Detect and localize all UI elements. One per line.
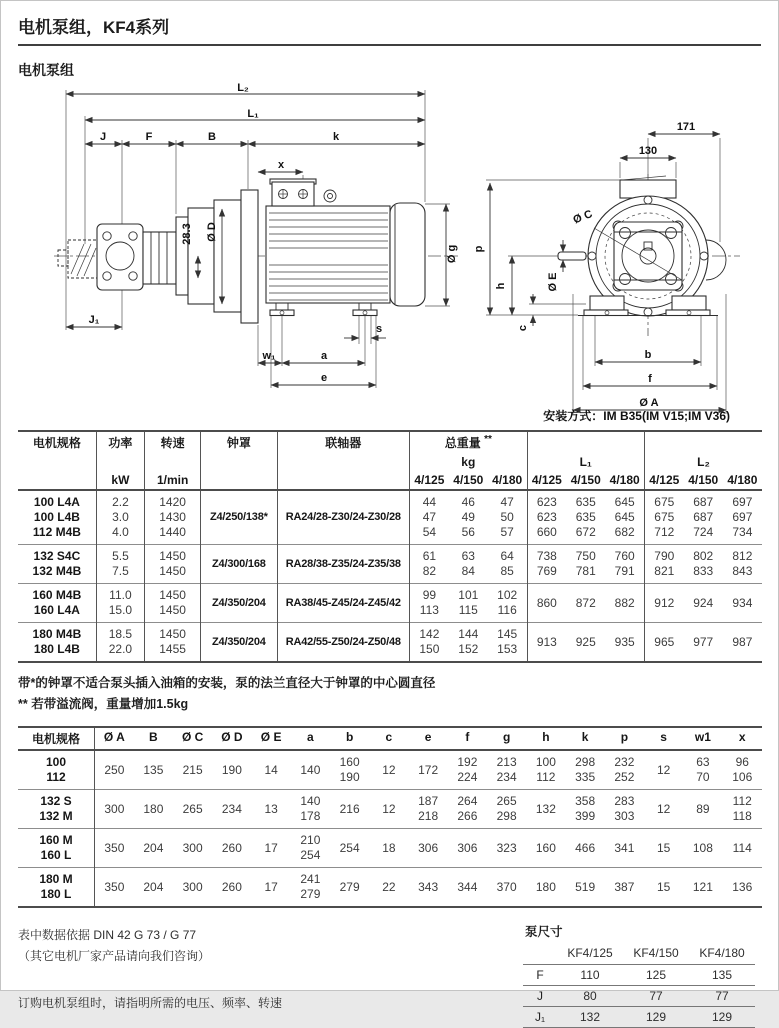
motor-pump-spec-table [18, 430, 762, 663]
table-cell: 63 70 [696, 755, 710, 784]
table-cell: 100 112 [18, 750, 95, 790]
column-header: 联轴器 [277, 431, 410, 490]
table-cell: 108 [692, 840, 713, 855]
dim-label: F [145, 131, 153, 143]
dim-label: 130 [638, 145, 658, 157]
table-cell: 80 [557, 986, 623, 1007]
table-cell: 136 [732, 879, 753, 894]
table-cell: 160 190 [339, 755, 360, 784]
footer [18, 922, 761, 1028]
table-cell: Z4/350/204 [201, 623, 277, 663]
column-header: KF4/125 [567, 946, 613, 960]
table-cell: 812 843 [732, 549, 753, 578]
table-cell: 44 47 54 [422, 495, 437, 539]
table-cell: 350 [104, 840, 125, 855]
table-cell: 300 [182, 840, 203, 855]
table-cell: 187 218 [418, 794, 439, 823]
dim-label: Ø g [446, 244, 458, 264]
table-cell: 192 224 [457, 755, 478, 784]
table-cell: 738 769 [536, 549, 557, 578]
table-cell: 260 [221, 840, 242, 855]
dim-label: Ø D [206, 222, 218, 242]
table-cell: 760 791 [605, 545, 644, 584]
column-header: 4/180 [605, 471, 644, 490]
table-cell: 358 399 [575, 794, 596, 823]
column-header: KF4/180 [699, 946, 745, 960]
note-line: 带*的钟罩不适合泵头插入油箱的安装，泵的法兰直径大于钟罩的中心圆直径 [18, 676, 436, 690]
column-header: KF4/150 [633, 946, 679, 960]
table-cell: 912 [654, 595, 675, 610]
table-cell: 924 [693, 595, 714, 610]
dim-label: 28.3 [181, 223, 193, 245]
table-cell: RA42/55-Z50/24-Z50/48 [277, 623, 410, 663]
table-cell: 925 [575, 634, 596, 649]
column-header: 功率 [96, 431, 144, 471]
column-header: L₁ [527, 453, 644, 471]
table-cell: 135 [143, 762, 164, 777]
column-header: 总重量 ** [410, 431, 527, 453]
table-cell: 12 [656, 801, 671, 816]
column-header: 4/180 [488, 471, 527, 490]
table-cell: 64 85 [488, 545, 527, 584]
column-header: Ø D [221, 730, 243, 744]
dim-label: Ø C [571, 207, 595, 227]
table-cell: 306 [418, 840, 439, 855]
table-cell: 250 [104, 762, 125, 777]
table-cell: 18.5 22.0 [96, 623, 144, 663]
table-notes [18, 673, 761, 712]
table-cell: 129 [689, 1007, 755, 1028]
dim-label: k [332, 131, 340, 143]
table-cell: 14 [264, 762, 278, 777]
table-cell: F [523, 965, 557, 986]
dim-label: a [320, 350, 328, 362]
table-cell: 63 84 [461, 549, 475, 578]
table-cell: 172 [418, 762, 439, 777]
pump-size-row [523, 1007, 755, 1028]
column-header: w1 [694, 730, 711, 744]
table-cell: 12 [382, 762, 396, 777]
spec-table-header [18, 431, 762, 490]
table-cell: 697 697 734 [732, 495, 753, 539]
table-cell: RA28/38-Z35/24-Z35/38 [277, 545, 410, 584]
dim-label: e [320, 372, 328, 384]
table-cell: 300 [182, 879, 203, 894]
divider-rule [18, 44, 761, 46]
end-view [473, 121, 740, 414]
side-view [54, 82, 458, 388]
table-cell: 204 [143, 879, 164, 894]
dim-label: J₁ [88, 314, 100, 326]
column-header [644, 431, 762, 453]
dim-label: c [517, 324, 529, 332]
table-cell: 17 [264, 840, 278, 855]
table-cell: 12 [382, 801, 396, 816]
table-cell: 370 [496, 879, 517, 894]
table-cell: 180 [143, 801, 164, 816]
table-cell: 1450 1450 [145, 584, 201, 623]
table-cell: 204 [143, 840, 164, 855]
table-cell: 790 821 [654, 549, 675, 578]
dim-label: L₁ [247, 108, 259, 120]
table-cell: 190 [221, 762, 242, 777]
column-header: Ø A [103, 730, 125, 744]
table-cell: 934 [732, 595, 753, 610]
dim-label: f [648, 373, 652, 385]
note-line: ** 若带溢流阀，重量增加1.5kg [18, 697, 189, 711]
table-cell: 216 [339, 801, 360, 816]
dim-label: p [473, 245, 485, 253]
table-cell: 675 675 712 [654, 495, 675, 539]
table-cell: 519 [575, 879, 596, 894]
dim-label: L₂ [237, 82, 249, 94]
table-cell: 15 [656, 840, 671, 855]
column-header: c [385, 730, 393, 744]
column-header: kW [96, 471, 144, 490]
pump-size-title: 泵尺寸 [525, 925, 563, 939]
table-cell: 77 [623, 986, 689, 1007]
table-cell: 750 781 [575, 549, 596, 578]
column-header: B [149, 730, 158, 744]
pump-drawing-svg [18, 82, 760, 422]
table-cell: 140 [300, 762, 321, 777]
table-cell: 160 M 160 L [18, 829, 95, 868]
pump-size-row [523, 965, 755, 986]
dim-label: J [99, 131, 107, 143]
table-cell: 645 645 682 [605, 490, 644, 545]
mounting-note: 安装方式：IM B35(IM V15;IM V36) [543, 409, 730, 423]
table-cell: 144 152 [458, 627, 479, 656]
dim-label: Ø E [547, 272, 559, 292]
column-header: L₂ [697, 455, 710, 469]
dim-label: b [644, 349, 652, 361]
section-title: 电机泵组 [18, 62, 74, 78]
table-cell: 1420 1430 1440 [145, 490, 201, 545]
table-cell: 279 [339, 879, 360, 894]
dim-label: Ø A [639, 397, 659, 409]
table-cell: 135 [689, 965, 755, 986]
column-header: kg [410, 453, 527, 471]
table-cell: 283 303 [614, 794, 635, 823]
table-cell: 132 [557, 1007, 623, 1028]
footer-line: （其它电机厂家产品请向我们咨询） [18, 949, 211, 963]
table-cell: Z4/300/168 [201, 545, 277, 584]
table-cell: 99 113 [419, 588, 439, 617]
table-cell: 298 335 [575, 755, 596, 784]
table-cell: 110 [557, 965, 623, 986]
table-cell: 965 [654, 634, 675, 649]
dim-label: s [375, 323, 383, 335]
table-cell: 180 M 180 L [18, 868, 95, 908]
column-header: 转速 [145, 431, 201, 471]
table-cell: 264 266 [457, 794, 478, 823]
table-cell: 265 298 [496, 794, 517, 823]
table-cell: 913 [536, 634, 557, 649]
table-cell: 145 153 [488, 623, 527, 663]
table-cell: 1450 1450 [145, 545, 201, 584]
table-cell: 47 50 57 [488, 490, 527, 545]
table-cell: 18 [382, 840, 396, 855]
table-cell: J [523, 986, 557, 1007]
column-header: h [542, 730, 550, 744]
column-header: p [620, 730, 629, 744]
table-cell: 13 [264, 801, 278, 816]
pump-size-row [523, 986, 755, 1007]
table-cell: 77 [689, 986, 755, 1007]
dim-label: 171 [676, 121, 696, 133]
table-cell: RA38/45-Z45/24-Z45/42 [277, 584, 410, 623]
column-header: s [660, 730, 667, 744]
dim-label: B [208, 131, 216, 143]
column-header: 电机规格 [18, 727, 95, 750]
column-header: a [307, 730, 314, 744]
table-cell: 215 [182, 762, 203, 777]
table-cell: 387 [614, 879, 635, 894]
dim-label: h [495, 282, 507, 290]
table-cell: 180 [535, 879, 556, 894]
dimension-row [18, 790, 762, 829]
dim-label: w₁ [262, 350, 276, 362]
column-header: k [581, 730, 589, 744]
table-cell: 306 [457, 840, 478, 855]
table-cell: 160 M4B 160 L4A [18, 584, 96, 623]
dimension-row [18, 868, 762, 908]
table-cell: 12 [656, 762, 671, 777]
table-cell: 300 [104, 801, 125, 816]
footer-line: 表中数据依据 DIN 42 G 73 / G 77 [18, 928, 197, 942]
table-cell: 241 279 [300, 872, 321, 901]
table-cell: RA24/28-Z30/24-Z30/28 [277, 490, 410, 545]
table-cell: 96 106 [732, 755, 753, 784]
table-cell: 114 [732, 840, 752, 855]
table-cell: 17 [264, 879, 278, 894]
table-cell: 2.2 3.0 4.0 [96, 490, 144, 545]
motor-group-row [18, 623, 762, 663]
table-cell: 100 112 [535, 755, 556, 784]
column-header: Ø C [181, 730, 204, 744]
column-header: 1/min [145, 471, 201, 490]
table-cell: 802 833 [693, 549, 714, 578]
table-cell: 112 118 [732, 794, 752, 823]
table-cell: 129 [623, 1007, 689, 1028]
pump-size-table [523, 944, 755, 1028]
dim-label: x [277, 159, 285, 171]
table-cell: 234 [221, 801, 242, 816]
table-cell: 102 116 [488, 584, 527, 623]
dimension-row [18, 750, 762, 790]
table-cell: 5.5 7.5 [96, 545, 144, 584]
motor-group-row [18, 545, 762, 584]
table-cell: Z4/350/204 [201, 584, 277, 623]
dimension-table [18, 726, 762, 908]
table-cell: 872 [575, 595, 596, 610]
table-cell: 125 [623, 965, 689, 986]
column-header [523, 944, 557, 965]
table-cell: 132 [535, 801, 556, 816]
table-cell: 121 [692, 879, 713, 894]
table-cell: 89 [696, 801, 710, 816]
page-title: 电机泵组，KF4系列 [18, 18, 170, 37]
column-header: 4/125 [531, 473, 562, 487]
column-header: 4/150 [453, 473, 484, 487]
table-cell: 132 S 132 M [18, 790, 95, 829]
table-cell: 254 [339, 840, 360, 855]
table-cell: 142 150 [419, 627, 440, 656]
table-cell: 860 [536, 595, 557, 610]
table-cell: 260 [221, 879, 242, 894]
column-header: b [345, 730, 354, 744]
table-cell: 935 [605, 623, 644, 663]
table-cell: 265 [182, 801, 203, 816]
table-cell: 623 623 660 [536, 495, 557, 539]
table-cell: 61 82 [422, 549, 437, 578]
dimension-row [18, 829, 762, 868]
column-header: x [738, 730, 746, 744]
table-cell: 1450 1455 [145, 623, 201, 663]
column-header: 4/125 [414, 473, 445, 487]
motor-group-row [18, 584, 762, 623]
table-cell: 882 [605, 584, 644, 623]
column-header: 电机规格 [18, 431, 96, 490]
column-header: g [502, 730, 511, 744]
dimension-table-header [18, 727, 762, 750]
column-header: 4/150 [688, 473, 719, 487]
column-header: 4/125 [649, 473, 680, 487]
table-cell: 344 [457, 879, 478, 894]
table-cell: J₁ [523, 1007, 557, 1028]
footer-notes [18, 922, 523, 1028]
column-header: Ø E [260, 730, 282, 744]
table-cell: 341 [614, 840, 635, 855]
motor-group-row [18, 490, 762, 545]
footer-line: 订购电机泵组时，请指明所需的电压、频率、转速 [18, 996, 283, 1010]
column-header: e [424, 730, 432, 744]
table-cell: 15 [656, 879, 671, 894]
table-cell: 22 [382, 879, 396, 894]
table-cell: 210 254 [300, 833, 321, 862]
table-cell: 100 L4A 100 L4B 112 M4B [18, 490, 96, 545]
table-cell: 323 [496, 840, 517, 855]
table-cell: 132 S4C 132 M4B [18, 545, 96, 584]
column-header: 钟罩 [201, 431, 277, 490]
table-cell: 466 [575, 840, 596, 855]
pump-size-section [523, 922, 761, 1028]
column-header [527, 431, 644, 453]
table-cell: 977 [693, 634, 714, 649]
table-cell: 180 M4B 180 L4B [18, 623, 96, 663]
table-cell: 687 687 724 [693, 495, 714, 539]
table-cell: 140 178 [300, 794, 321, 823]
table-cell: 635 635 672 [575, 495, 596, 539]
technical-drawing [18, 82, 761, 422]
column-header: 4/150 [570, 473, 601, 487]
table-cell: 101 115 [458, 588, 479, 617]
table-cell: 343 [418, 879, 439, 894]
table-cell: 350 [104, 879, 125, 894]
table-cell: 160 [535, 840, 556, 855]
table-cell: 213 234 [496, 755, 517, 784]
column-header: 4/180 [727, 473, 758, 487]
table-cell: 232 252 [614, 755, 635, 784]
table-cell: 987 [732, 634, 753, 649]
table-cell: 46 49 56 [461, 495, 475, 539]
table-cell: 11.0 15.0 [96, 584, 144, 623]
table-cell: Z4/250/138* [201, 490, 277, 545]
column-header: f [465, 730, 470, 744]
